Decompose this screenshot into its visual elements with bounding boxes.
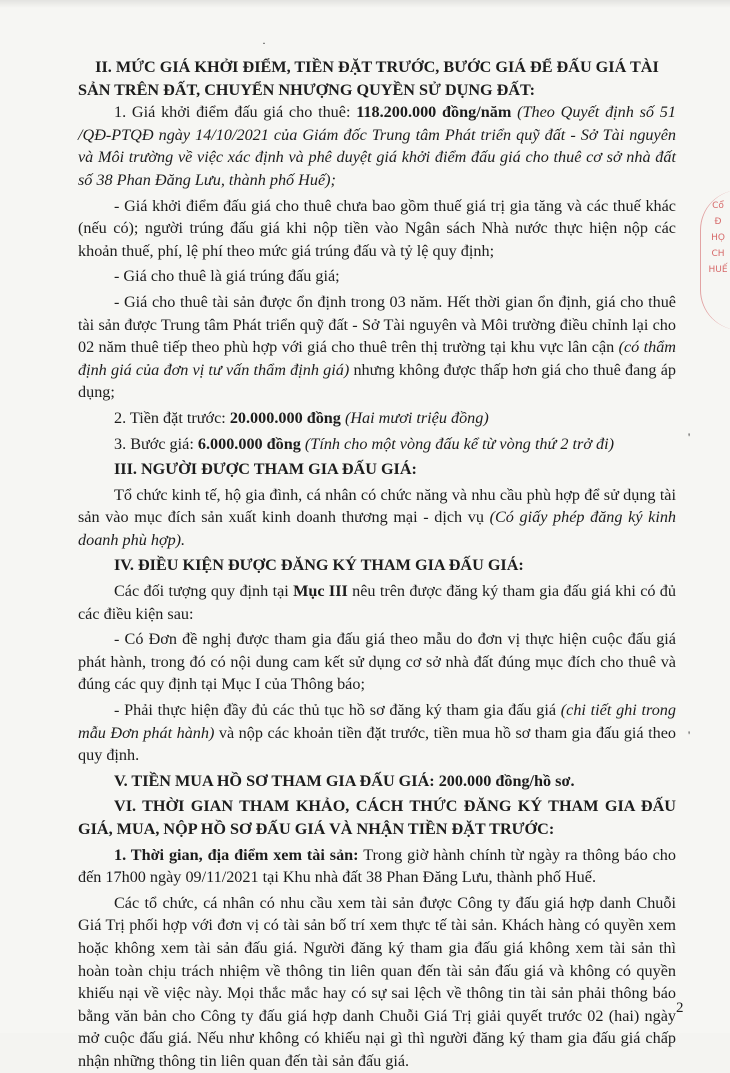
page-number: 2 — [676, 1000, 684, 1016]
scan-mark: · — [262, 36, 266, 50]
section-iii-heading: III. NGƯỜI ĐƯỢC THAM GIA ĐẤU GIÁ: — [114, 460, 417, 479]
starting-price-paragraph: 1. Giá khởi điểm đấu giá cho thuê: 118.200.000 đồng/năm (Theo Quyết định số 51 /QĐ-PTQĐ ngày 14/10/2021 của Giám đốc Trung tâm Phát triển quỹ đất - Sở Tài nguyên và Môi trường về việc xác định và phê duyệt giá khởi điểm đấu giá cho thuê cơ sở nhà đất số 38 Phan Đăng Lưu, thành phố Huế); — [78, 103, 676, 189]
rent-price-paragraph: - Giá cho thuê là giá trúng đấu giá; — [114, 267, 340, 286]
bid-step-paragraph: 3. Bước giá: 6.000.000 đồng (Tính cho một vòng đấu kể từ vòng thứ 2 trở đi) — [114, 434, 615, 453]
section-iv-heading: IV. ĐIỀU KIỆN ĐƯỢC ĐĂNG KÝ THAM GIA ĐẤU GIÁ: — [114, 556, 524, 575]
starting-price-value: 118.200.000 đồng/năm — [356, 103, 512, 122]
section-v-heading: V. TIỀN MUA HỒ SƠ THAM GIA ĐẤU GIÁ: 200.000 đồng/hồ sơ. — [114, 771, 575, 790]
viewing-arrangement-paragraph: Các tổ chức, cá nhân có nhu cầu xem tài sản được Công ty đấu giá hợp danh Chuỗi Giá Trị phối hợp với đơn vị có tài sản bố trí xem thực tế tài sản. Khách hàng có quyền xem hoặc không xem tài sản đấu giá. Người đăng ký tham gia đấu giá không xem tài sản thì hoàn toàn chịu trách nhiệm về thông tin liên quan đến tài sản đấu giá và không có quyền khiếu nại về việc này. Mọi thắc mắc hay có sự sai lệch về thông tin tài sản phải thông báo bằng văn bản cho Công ty đấu giá hợp danh Chuỗi Giá Trị giải quyết trước 02 (hai) ngày mở cuộc đấu giá. Nếu như không có khiếu nại gì thì người đăng ký tham gia đấu giá chấp nhận những thông tin liên quan đến tài sản đấu giá. — [78, 893, 676, 1070]
conditions-intro-paragraph: Các đối tượng quy định tại Mục III nêu trên được đăng ký tham gia đấu giá khi có đủ các điều kiện sau: — [78, 582, 676, 623]
stamp-line: Cổ — [712, 201, 724, 211]
scan-mark: ' — [688, 430, 691, 444]
scan-mark: ' — [688, 728, 691, 742]
condition-procedure-paragraph: - Phải thực hiện đầy đủ các thủ tục hồ sơ đăng ký tham gia đấu giá (chi tiết ghi trong mẫu Đơn phát hành) và nộp các khoản tiền đặt trước, tiền mua hồ sơ tham gia đấu giá theo quy định. — [78, 701, 676, 765]
deposit-paragraph: 2. Tiền đặt trước: 20.000.000 đồng (Hai mươi triệu đồng) — [114, 408, 489, 427]
section-vi-heading: VI. THỜI GIAN THAM KHẢO, CÁCH THỨC ĐĂNG KÝ THAM GIA ĐẤU GIÁ, MUA, NỘP HỒ SƠ ĐẤU GIÁ VÀ NHẬN TIỀN ĐẶT TRƯỚC: — [78, 797, 676, 838]
document-body — [78, 56, 676, 1073]
eligible-participants-paragraph: Tổ chức kinh tế, hộ gia đình, cá nhân có chức năng và nhu cầu phù hợp để sử dụng tài sản vào mục đích sản xuất kinh doanh thương mại - dịch vụ (Có giấy phép đăng ký kinh doanh phù hợp). — [78, 485, 677, 549]
stamp-line: Đ — [714, 217, 722, 227]
viewing-time-paragraph: 1. Thời gian, địa điểm xem tài sản: Trong giờ hành chính từ ngày ra thông báo cho đến 17h00 ngày 09/11/2021 tại Khu nhà đất 38 Phan Đăng Lưu, thành phố Huế. — [78, 845, 676, 887]
deposit-value: 20.000.000 đồng — [229, 408, 341, 427]
scan-top-edge — [0, 0, 730, 8]
price-stability-paragraph: - Giá cho thuê tài sản được ổn định trong 03 năm. Hết thời gian ổn định, giá cho thuê tài sản được Trung tâm Phát triển quỹ đất - Sở Tài nguyên và Môi trường điều chỉnh lại cho 02 năm thuê tiếp theo phù hợp với giá cho thuê trên thị trường tại khu vực lân cận (có thẩm định giá của đơn vị tư vấn thẩm định giá) nhưng không được thấp hơn giá cho thuê đang áp dụng; — [78, 292, 677, 402]
red-stamp-fragment — [706, 198, 730, 328]
stamp-line: HUẾ — [708, 265, 728, 275]
bid-step-value: 6.000.000 đồng — [197, 434, 301, 453]
stamp-line: CH — [711, 249, 725, 259]
condition-application-paragraph: - Có Đơn đề nghị được tham gia đấu giá theo mẫu do đơn vị thực hiện cuộc đấu giá phát hành, trong đó có nội dung cam kết sử dụng cơ sở nhà đất đúng mục đích cho thuê và đúng các quy định tại Mục I của Thông báo; — [78, 630, 676, 694]
section-ii-heading: II. MỨC GIÁ KHỞI ĐIỂM, TIỀN ĐẶT TRƯỚC, BƯỚC GIÁ ĐỂ ĐẤU GIÁ TÀI SẢN TRÊN ĐẤT, CHUYỂN NHƯỢNG QUYỀN SỬ DỤNG ĐẤT: — [78, 58, 659, 99]
price-tax-paragraph: - Giá khởi điểm đấu giá cho thuê chưa bao gồm thuế giá trị gia tăng và các thuế khác (nếu có); người trúng đấu giá khi nộp tiền vào Ngân sách Nhà nước thực hiện nộp các khoản thuế, phí, lệ phí theo mức giá trúng đấu và tỷ lệ quy định; — [78, 196, 676, 260]
stamp-line: HỌ — [711, 233, 725, 243]
